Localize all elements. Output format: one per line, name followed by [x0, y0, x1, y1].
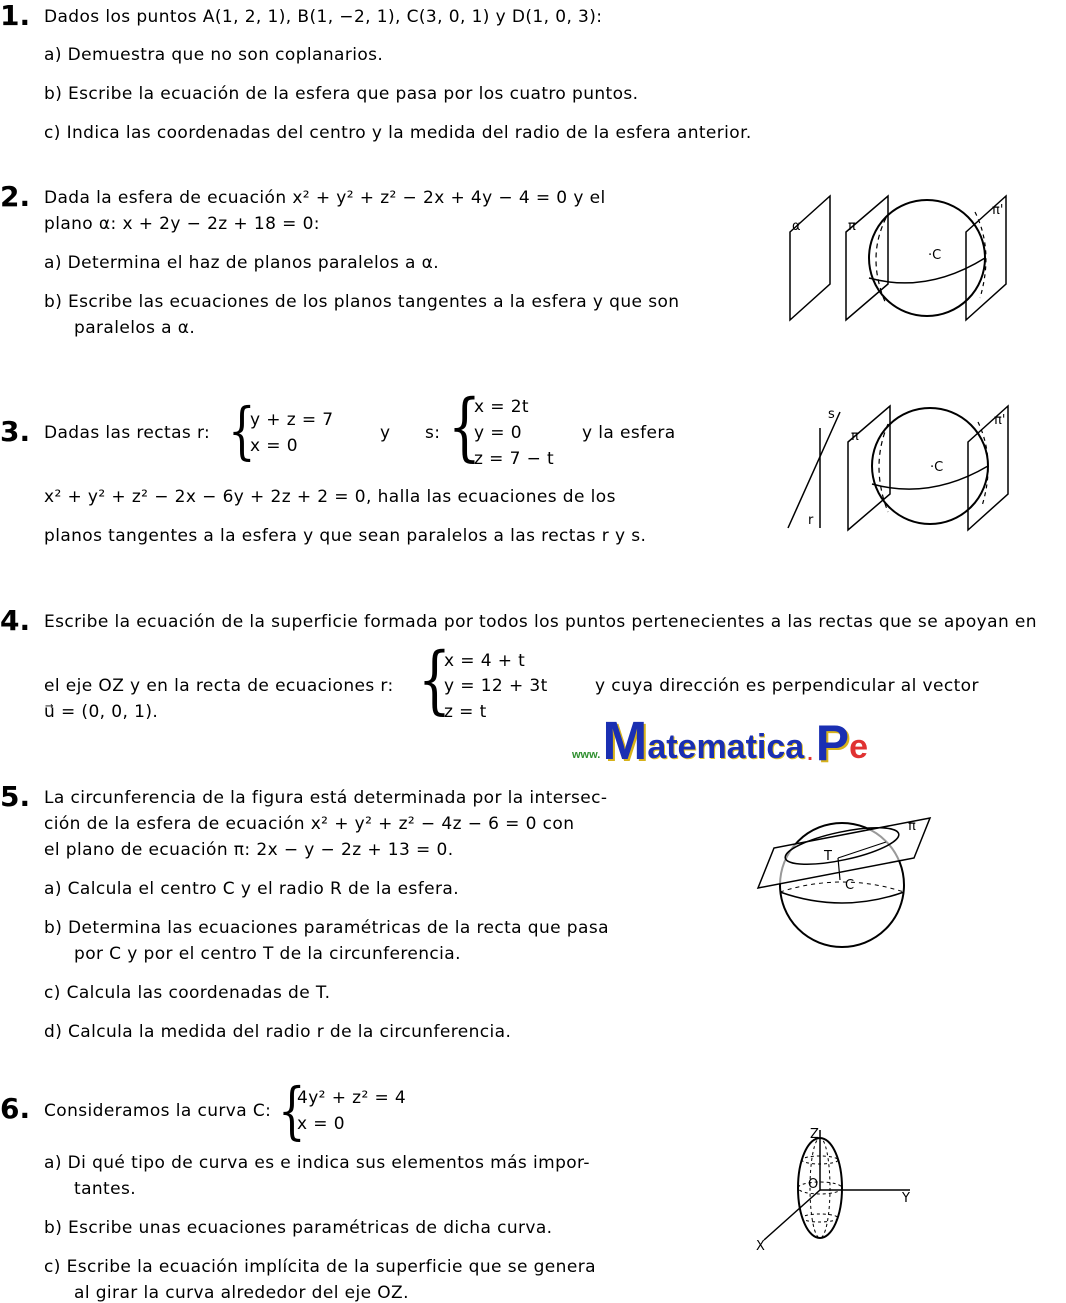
sphere — [869, 200, 985, 316]
s-equation-2: y = 0 — [474, 423, 522, 443]
problem-6-item-c-line1: c) Escribe la ecuación implícita de la superficie que se genera — [44, 1257, 596, 1277]
label-pi: π — [851, 429, 859, 444]
r4-equation-1: x = 4 + t — [444, 651, 526, 671]
problem-3-connector-y: y — [380, 423, 391, 443]
sphere-equator — [780, 892, 904, 903]
c-equation-1: 4y² + z² = 4 — [297, 1088, 407, 1108]
problem-1-item-a: a) Demuestra que no son coplanarios. — [44, 45, 384, 65]
label-center: ·C — [928, 248, 942, 263]
problem-5-number: 5. — [0, 780, 31, 813]
ellipsoid-ring-lower — [802, 1214, 838, 1222]
problem-1-item-b: b) Escribe la ecuación de la esfera que pasa por los cuatro puntos. — [44, 84, 639, 104]
sphere-equator-back — [780, 882, 904, 892]
label-s: s — [828, 407, 835, 422]
problem-3-line3: planos tangentes a la esfera y que sean paralelos a las rectas r y s. — [44, 526, 647, 546]
problem-3-lead: Dadas las rectas r: — [44, 423, 211, 443]
problem-3-s-lead: s: — [425, 423, 441, 443]
problem-1-item-c: c) Indica las coordenadas del centro y la medida del radio de la esfera anterior. — [44, 123, 752, 143]
brace-r4: { — [418, 637, 451, 723]
problem-5-item-a: a) Calcula el centro C y el radio R de la esfera. — [44, 879, 460, 899]
problem-5-statement-line2: ción de la esfera de ecuación x² + y² + z² − 4z − 6 = 0 con — [44, 814, 575, 834]
logo-p: P — [815, 715, 850, 771]
problem-2-figure — [780, 188, 1020, 328]
brace-c: { — [278, 1074, 306, 1147]
problem-6-item-a-line1: a) Di qué tipo de curva es e indica sus elementos más impor- — [44, 1153, 590, 1173]
label-z: Z — [810, 1127, 819, 1142]
s-equation-1: x = 2t — [474, 397, 529, 417]
problem-3-number: 3. — [0, 415, 31, 448]
problem-1-statement: Dados los puntos A(1, 2, 1), B(1, −2, 1), C(3, 0, 1) y D(1, 0, 3): — [44, 7, 603, 27]
logo-www: www. — [572, 749, 601, 761]
label-pi: π — [848, 219, 856, 234]
problem-4-line2: el eje OZ y en la recta de ecuaciones r: — [44, 676, 394, 696]
label-c: C — [845, 878, 855, 893]
logo-e: e — [849, 728, 869, 766]
r-equation-1: y + z = 7 — [250, 410, 334, 430]
c-equation-2: x = 0 — [297, 1114, 345, 1134]
problem-4-line1: Escribe la ecuación de la superficie formada por todos los puntos pertenecientes a las rectas que se apoyan en — [44, 612, 1037, 632]
problem-2-item-a: a) Determina el haz de planos paralelos a α. — [44, 253, 440, 273]
problem-6-number: 6. — [0, 1092, 31, 1125]
brace-r: { — [228, 394, 256, 467]
sphere-equator-front — [869, 258, 985, 283]
problem-1-number: 1. — [0, 0, 31, 32]
r4-equation-2: y = 12 + 3t — [444, 676, 548, 696]
r4-equation-3: z = t — [444, 702, 487, 722]
plane-pi — [846, 196, 888, 320]
problem-3-line2: x² + y² + z² − 2x − 6y + 2z + 2 = 0, halla las ecuaciones de los — [44, 487, 616, 507]
site-logo[interactable] — [572, 708, 869, 771]
s-equation-3: z = 7 − t — [474, 449, 555, 469]
plane-alpha — [790, 196, 830, 320]
plane-pi — [848, 406, 890, 530]
problem-6-item-b: b) Escribe unas ecuaciones paramétricas de dicha curva. — [44, 1218, 553, 1238]
label-t: T — [824, 849, 832, 864]
problem-6-figure — [750, 1122, 930, 1262]
label-r: r — [808, 513, 814, 528]
problem-2-number: 2. — [0, 180, 31, 213]
problem-2-item-b-line2: paralelos a α. — [74, 318, 196, 338]
problem-5-statement-line3: el plano de ecuación π: 2x − y − 2z + 13 = 0. — [44, 840, 454, 860]
problem-5-item-b-line2: por C y por el centro T de la circunferencia. — [74, 944, 461, 964]
label-pi: π — [908, 819, 916, 834]
logo-m: M — [602, 711, 648, 771]
label-center: ·C — [930, 460, 944, 475]
label-y: Y — [902, 1191, 910, 1206]
problem-4-tail: y cuya dirección es perpendicular al vector — [595, 676, 979, 696]
problem-5-figure — [750, 810, 940, 960]
problem-2-statement-line1: Dada la esfera de ecuación x² + y² + z² − 2x + 4y − 4 = 0 y el — [44, 188, 606, 208]
problem-6-item-c-line2: al girar la curva alrededor del eje OZ. — [74, 1283, 409, 1303]
problem-5-item-d: d) Calcula la medida del radio r de la circunferencia. — [44, 1022, 512, 1042]
problem-4-line3: u⃗ = (0, 0, 1). — [44, 702, 159, 722]
problem-6-lead: Consideramos la curva C: — [44, 1101, 272, 1121]
r-equation-2: x = 0 — [250, 436, 298, 456]
problem-3-tail: y la esfera — [582, 423, 676, 443]
brace-s: { — [448, 384, 481, 470]
problem-5-statement-line1: La circunferencia de la figura está determinada por la intersec- — [44, 788, 608, 808]
label-pi-prime: π' — [994, 413, 1006, 428]
label-alpha: α — [792, 219, 801, 234]
problem-2-statement-line2: plano α: x + 2y − 2z + 18 = 0: — [44, 214, 320, 234]
problem-6-item-a-line2: tantes. — [74, 1179, 137, 1199]
sphere-meridian-dashed — [876, 218, 886, 304]
line-s — [788, 412, 840, 528]
label-x: X — [756, 1239, 765, 1254]
label-o: O — [808, 1177, 819, 1192]
logo-word: atematica — [647, 728, 805, 766]
problem-4-number: 4. — [0, 604, 31, 637]
problem-3-figure — [780, 400, 1020, 540]
problem-5-item-c: c) Calcula las coordenadas de T. — [44, 983, 331, 1003]
label-pi-prime: π' — [992, 203, 1004, 218]
problem-5-item-b-line1: b) Determina las ecuaciones paramétricas de la recta que pasa — [44, 918, 609, 938]
logo-dot: . — [807, 743, 813, 765]
problem-2-item-b-line1: b) Escribe las ecuaciones de los planos tangentes a la esfera y que son — [44, 292, 680, 312]
